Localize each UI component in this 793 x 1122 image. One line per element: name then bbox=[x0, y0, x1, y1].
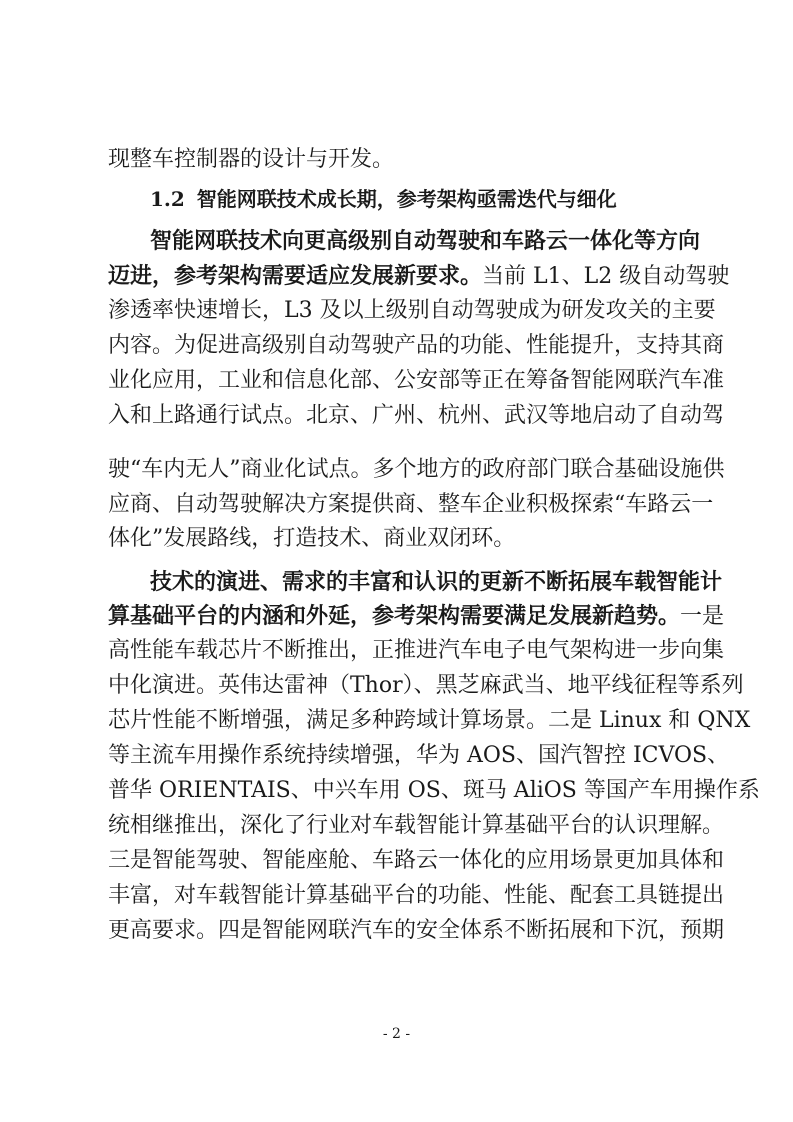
section-number: 1.2 bbox=[150, 187, 185, 211]
paragraph-line: 驶“车内无人”商业化试点。多个地方的政府部门联合基础设施供 bbox=[108, 457, 725, 482]
paragraph-line: 现整车控制器的设计与开发。 bbox=[108, 147, 395, 172]
sentence-text: 当前 L1、L2 级自动驾驶 bbox=[482, 264, 730, 289]
paragraph-line bbox=[108, 601, 725, 631]
paragraph-line: 芯片性能不断增强，满足多种跨域计算场景。二是 Linux 和 QNX bbox=[108, 708, 751, 733]
page-number: - 2 - bbox=[382, 1026, 411, 1042]
section-title: 智能网联技术成长期，参考架构亟需迭代与细化 bbox=[196, 187, 617, 211]
paragraph-line: 业化应用，工业和信息化部、公安部等正在筹备智能网联汽车准 bbox=[108, 368, 725, 393]
sentence-text: 一是 bbox=[680, 604, 725, 629]
paragraph-line: 应商、自动驾驶解决方案提供商、整车企业积极探索“车路云一 bbox=[108, 492, 714, 517]
paragraph-line: 入和上路通行试点。北京、广州、杭州、武汉等地启动了自动驾 bbox=[108, 403, 725, 428]
paragraph-line: 统相继推出，深化了行业对车载智能计算基础平台的认识理解。 bbox=[108, 813, 725, 838]
paragraph-line: 普华 ORIENTAIS、中兴车用 OS、斑马 AliOS 等国产车用操作系 bbox=[108, 778, 760, 803]
paragraph-line: 内容。为促进高级别自动驾驶产品的功能、性能提升，支持其商 bbox=[108, 333, 725, 358]
paragraph-line: 等主流车用操作系统持续增强，华为 AOS、国汽智控 ICVOS、 bbox=[108, 743, 730, 768]
paragraph-line: 高性能车载芯片不断推出，正推进汽车电子电气架构进一步向集 bbox=[108, 638, 725, 663]
paragraph-line: 技术的演进、需求的丰富和认识的更新不断拓展车载智能计 bbox=[150, 569, 723, 595]
paragraph-line: 中化演进。英伟达雷神（Thor）、黑芝麻武当、地平线征程等系列 bbox=[108, 673, 744, 698]
paragraph-line: 渗透率快速增长，L3 及以上级别自动驾驶成为研发攻关的主要 bbox=[108, 298, 716, 323]
bold-lead-sentence: 算基础平台的内涵和外延，参考架构需要满足发展新趋势。 bbox=[108, 603, 681, 629]
paragraph-line: 三是智能驾驶、智能座舱、车路云一体化的应用场景更加具体和 bbox=[108, 848, 725, 873]
paragraph-line: 丰富，对车载智能计算基础平台的功能、性能、配套工具链提出 bbox=[108, 883, 725, 908]
paragraph-line bbox=[108, 261, 730, 291]
paragraph-line: 体化”发展路线，打造技术、商业双闭环。 bbox=[108, 526, 516, 551]
bold-lead-sentence: 迈进，参考架构需要适应发展新要求。 bbox=[108, 263, 483, 289]
paragraph-line: 更高要求。四是智能网联汽车的安全体系不断拓展和下沉，预期 bbox=[108, 918, 725, 943]
section-heading bbox=[150, 184, 617, 214]
paragraph-line: 智能网联技术向更高级别自动驾驶和车路云一体化等方向 bbox=[150, 228, 701, 254]
